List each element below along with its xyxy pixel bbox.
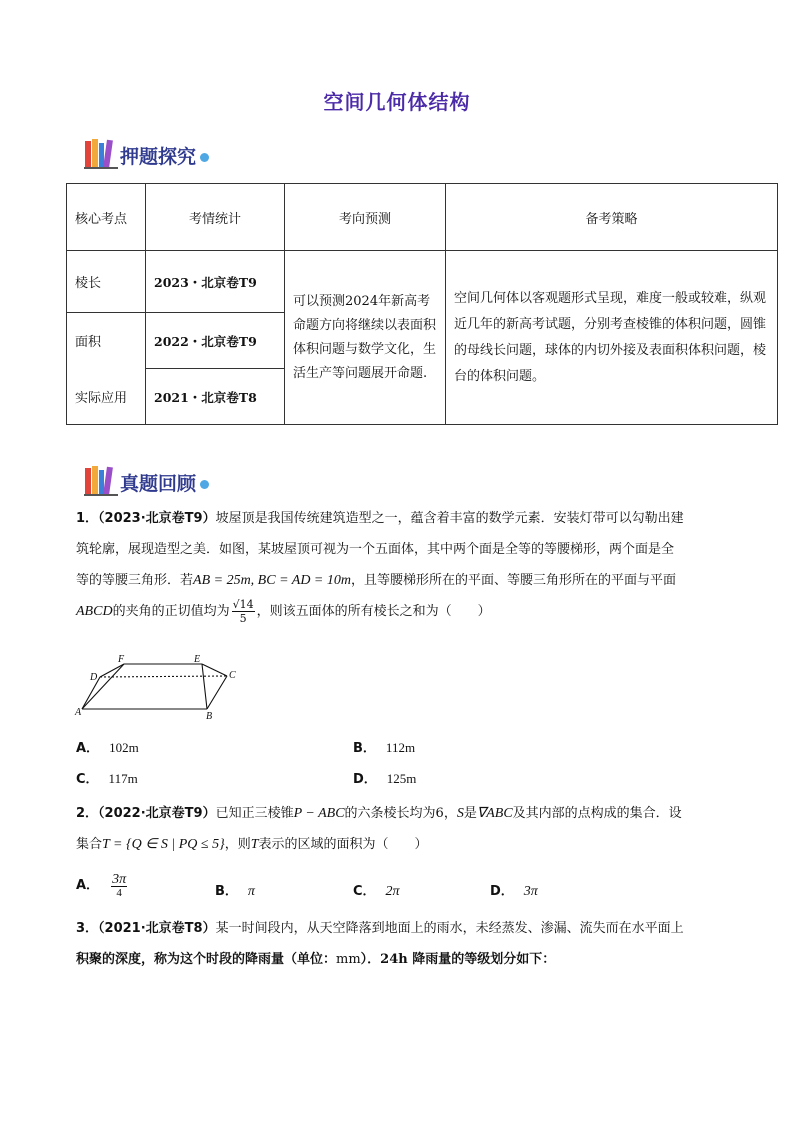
option-text: 2π: [385, 884, 400, 899]
question-text: ，则: [224, 837, 251, 852]
question-text: 的夹角的正切值均为: [112, 604, 230, 619]
option-label: B．: [215, 884, 238, 899]
option-label: A．: [76, 878, 100, 894]
question-line: 筑轮廓，展现造型之美．如图，某坡屋顶可视为一个五面体，其中两个面是全等的等腰梯形，两个面是全: [76, 542, 675, 557]
point-cell: 实际应用: [67, 369, 146, 425]
question-line: [76, 913, 726, 944]
option-label: B．: [353, 741, 376, 756]
option-c[interactable]: [353, 880, 400, 900]
question-source: （2023·北京卷T9）: [98, 511, 216, 526]
option-b[interactable]: [353, 737, 415, 756]
stat-cell: 2022・北京卷T9: [146, 313, 285, 369]
option-text: 102m: [109, 740, 139, 755]
option-label: A．: [76, 741, 100, 756]
bullet-dot-icon: [200, 153, 209, 162]
vertex-label: C: [229, 670, 236, 681]
table-row: [67, 251, 778, 313]
question-line: [76, 503, 726, 534]
stat-cell: 2021・北京卷T8: [146, 369, 285, 425]
question-line: [76, 565, 726, 596]
vertex-label: E: [194, 654, 201, 665]
option-text: π: [247, 884, 255, 899]
header-cell: 备考策略: [446, 184, 778, 251]
question-text: 某一时间段内，从天空降落到地面上的雨水，未经蒸发、渗漏、流失而在水平面上: [215, 921, 684, 936]
exam-analysis-table: [66, 183, 778, 425]
edge-DC-hidden: [100, 676, 227, 677]
question-3: [76, 913, 726, 975]
fraction-denominator: 4: [116, 887, 122, 899]
point-cell: 面积: [67, 313, 146, 369]
option-label: C．: [76, 772, 99, 787]
math-expression: S: [456, 806, 464, 821]
section-title: 真题回顾: [120, 473, 197, 495]
books-icon: [84, 464, 120, 496]
question-number: 3．: [76, 921, 99, 936]
fraction-numerator: 3π: [112, 872, 127, 887]
edge-CB: [207, 676, 227, 709]
books-icon: [84, 137, 120, 169]
math-expression: T = {Q ∈ S | PQ ≤ 5}: [102, 837, 225, 852]
vertex-label: A: [75, 707, 82, 718]
question-text: ，且等腰梯形所在的平面、等腰三角形所在的平面与平面: [350, 573, 676, 588]
stat-cell: 2023・北京卷T9: [146, 251, 285, 313]
vertex-label: B: [206, 711, 213, 722]
question-text: 已知正三棱锥: [215, 806, 294, 821]
edge-EC: [202, 664, 227, 676]
header-cell: 考情统计: [146, 184, 285, 251]
question-line: [76, 798, 726, 829]
edge-DF: [100, 664, 124, 677]
option-text: 112m: [385, 740, 416, 755]
question-text: 集合: [76, 837, 103, 852]
math-expression: AB = 25m, BC = AD = 10m: [193, 573, 351, 588]
fraction: [111, 873, 127, 900]
option-d[interactable]: [490, 880, 538, 900]
question-text: 积聚的深度，称为这个时段的降雨量（单位：: [76, 952, 337, 967]
question-text: 坡屋顶是我国传统建筑造型之一，蕴含着丰富的数学元素．安装灯带可以勾勒出建: [215, 511, 684, 526]
pentahedron-figure: [72, 652, 252, 724]
question-2: [76, 798, 726, 860]
strategy-cell: 空间几何体以客观题形式呈现，难度一般或较难，纵观近几年的新高考试题，分别考查棱锥的体积问题，圆锥的母线长问题，球体的内切外接及表面积体积问题，棱台的体积问题。: [446, 251, 778, 425]
question-text: 等的等腰三角形．若: [76, 573, 194, 588]
bullet-dot-icon: [200, 480, 209, 489]
question-text: 表示的区域的面积为（ ）: [258, 837, 428, 852]
option-text: 117m: [108, 771, 138, 786]
question-text: 是: [463, 806, 477, 821]
fraction-denominator: 5: [239, 612, 247, 625]
question-number: 1．: [76, 511, 99, 526]
section-header-explore: [84, 133, 209, 169]
question-text: ，则该五面体的所有棱长之和为（ ）: [256, 604, 491, 619]
question-1: [76, 503, 726, 627]
edge-EB: [202, 664, 207, 709]
vertex-label: F: [118, 654, 125, 665]
question-source: （2021·北京卷T8）: [98, 921, 216, 936]
fraction: [232, 598, 255, 625]
vertex-label: D: [90, 672, 98, 683]
math-expression: T: [250, 837, 259, 852]
math-expression: ABCD: [76, 604, 113, 619]
option-text: 125m: [386, 771, 417, 786]
section-header-review: [84, 460, 209, 496]
option-label: C．: [353, 884, 376, 899]
table-header-row: [67, 184, 778, 251]
question-line: [76, 829, 726, 860]
header-cell: 核心考点: [67, 184, 146, 251]
prediction-cell: 可以预测2024年新高考命题方向将继续以表面积体积问题与数学文化，生活生产等问题展开命题.: [285, 251, 446, 425]
header-cell: 考向预测: [285, 184, 446, 251]
question-source: （2022·北京卷T9）: [98, 806, 216, 821]
option-a[interactable]: [76, 873, 129, 900]
section-title: 押题探究: [120, 146, 197, 168]
question-text: 及其内部的点构成的集合．设: [512, 806, 682, 821]
point-cell: 棱长: [67, 251, 146, 313]
option-b[interactable]: [215, 880, 255, 900]
option-d[interactable]: [353, 768, 416, 787]
math-expression: mm: [336, 952, 361, 967]
option-c[interactable]: [76, 768, 138, 787]
question-text: 的六条棱长均为6，: [344, 806, 457, 821]
question-line: [76, 944, 726, 975]
option-label: D．: [490, 884, 514, 899]
question-text: ）．24h 降雨量的等级划分如下：: [360, 952, 556, 967]
math-expression: ∇ABC: [476, 806, 513, 821]
option-a[interactable]: [76, 737, 139, 756]
question-number: 2．: [76, 806, 99, 821]
math-expression: P − ABC: [293, 806, 345, 821]
edge-AF: [82, 664, 124, 709]
page-title: 空间几何体结构: [323, 90, 471, 114]
option-text: 3π: [523, 884, 538, 899]
question-line: [76, 596, 726, 627]
fraction-numerator: √14: [232, 598, 254, 611]
option-label: D．: [353, 772, 377, 787]
